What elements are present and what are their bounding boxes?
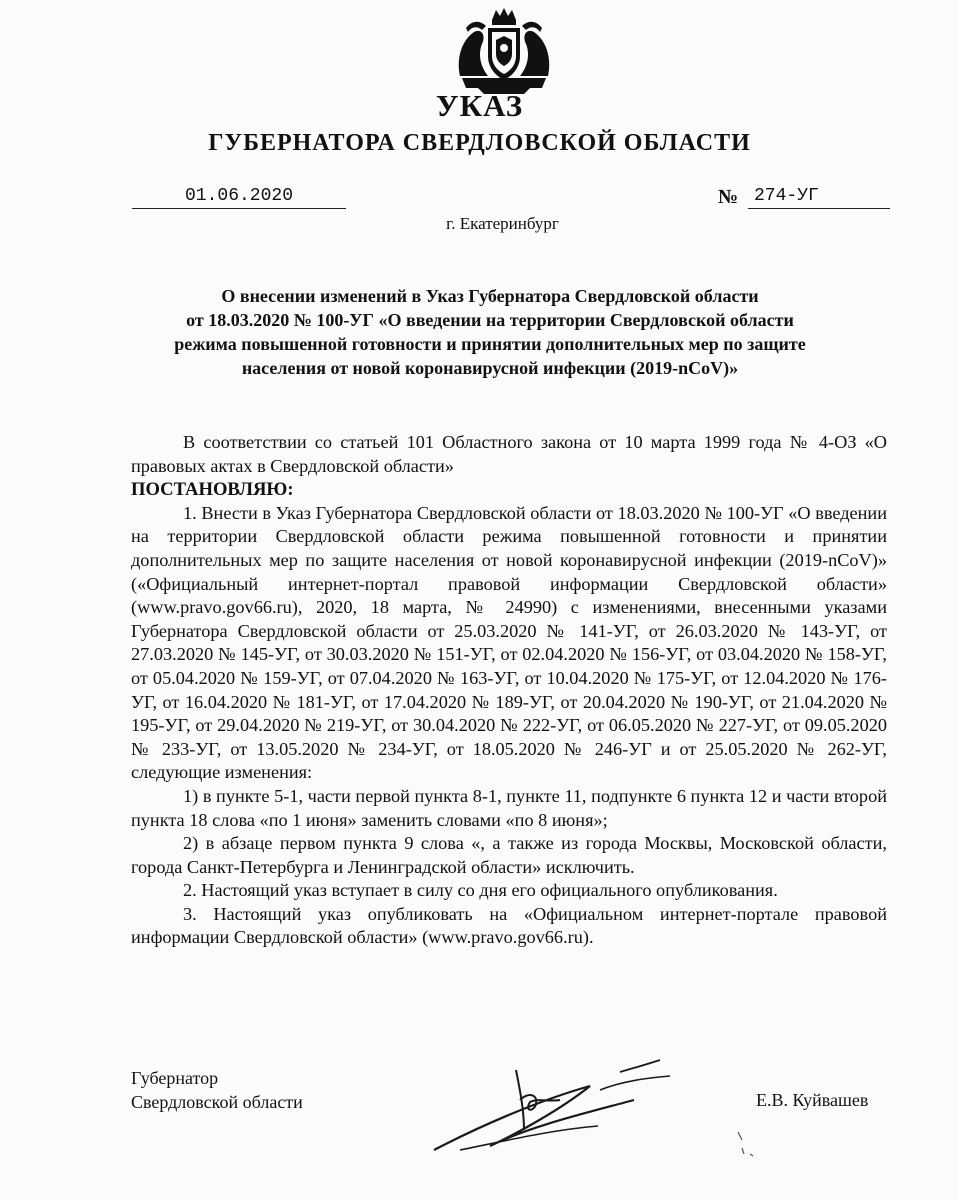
signatory-position <box>131 1066 303 1114</box>
number-sign: № <box>718 186 739 208</box>
item-1-subitem-1: 1) в пункте 5-1, части первой пункта 8-1, пункте 11, подпункте 6 пункта 12 и части второй пункта 18 слова «по 1 июня» заменить словами «по 8 июня»; <box>131 785 887 830</box>
position-line: Свердловской области <box>131 1092 303 1112</box>
item-3-paragraph: 3. Настоящий указ опубликовать на «Официальном интернет-портале правовой информации Свердловской области» (www.pravo.gov66.ru). <box>131 903 887 948</box>
decree-body <box>131 431 887 950</box>
issuer-subtitle: ГУБЕРНАТОРА СВЕРДЛОВСКОЙ ОБЛАСТИ <box>208 130 751 156</box>
heading-line: режима повышенной готовности и принятии дополнительных мер по защите <box>174 334 806 354</box>
decree-word: ПОСТАНОВЛЯЮ: <box>131 479 294 501</box>
heading-line: населения от новой коронавирусной инфекции (2019-nCoV)» <box>241 358 739 378</box>
position-line: Губернатор <box>131 1068 219 1088</box>
decree-heading <box>150 284 830 380</box>
handwritten-signature-icon <box>420 1030 780 1170</box>
issue-city: г. Екатеринбург <box>446 214 559 233</box>
item-1-paragraph: 1. Внести в Указ Губернатора Свердловской области от 18.03.2020 № 100-УГ «О введении на территории Свердловской области режима повышенной готовности и принятии дополнительных мер по защите населения от новой коронавирусной инфекции (2019-nCoV)» («Официальный интернет-портал правовой информации Свердловской области» (www.pravo.gov66.ru), 2020, 18 марта, № 24990) с изменениями, внесенными указами Губернатора Свердловской области от 25.03.2020 № 141-УГ, от 26.03.2020 № 143-УГ, от 27.03.2020 № 145-УГ, от 30.03.2020 № 151-УГ, от 02.04.2020 № 156-УГ, от 03.04.2020 № 158-УГ, от 05.04.2020 № 159-УГ, от 07.04.2020 № 163-УГ, от 10.04.2020 № 175-УГ, от 12.04.2020 № 176-УГ, от 16.04.2020 № 181-УГ, от 17.04.2020 № 189-УГ, от 20.04.2020 № 190-УГ, от 21.04.2020 № 195-УГ, от 29.04.2020 № 219-УГ, от 30.04.2020 № 222-УГ, от 06.05.2020 № 227-УГ, от 09.05.2020 № 233-УГ, от 13.05.2020 № 234-УГ, от 18.05.2020 № 246-УГ и от 25.05.2020 № 262-УГ, следующие изменения: <box>131 502 887 783</box>
signatory-name: Е.В. Куйвашев <box>756 1090 869 1110</box>
decree-date: 01.06.2020 <box>132 186 346 209</box>
decree-number: 274-УГ <box>748 186 890 209</box>
coat-of-arms-icon <box>452 6 556 96</box>
item-1-subitem-2: 2) в абзаце первом пункта 9 слова «, а также из города Москвы, Московской области, города Санкт-Петербурга и Ленинградской области» исключить. <box>131 833 887 877</box>
intro-paragraph: В соответствии со статьей 101 Областного закона от 10 марта 1999 года № 4-ОЗ «О правовых актах в Свердловской области» <box>131 432 887 476</box>
heading-line: О внесении изменений в Указ Губернатора Свердловской области <box>221 286 759 306</box>
item-2-paragraph: 2. Настоящий указ вступает в силу со дня его официального опубликования. <box>183 880 778 901</box>
document-type-title: УКАЗ <box>435 88 524 123</box>
heading-line: от 18.03.2020 № 100-УГ «О введении на территории Свердловской области <box>186 310 794 330</box>
